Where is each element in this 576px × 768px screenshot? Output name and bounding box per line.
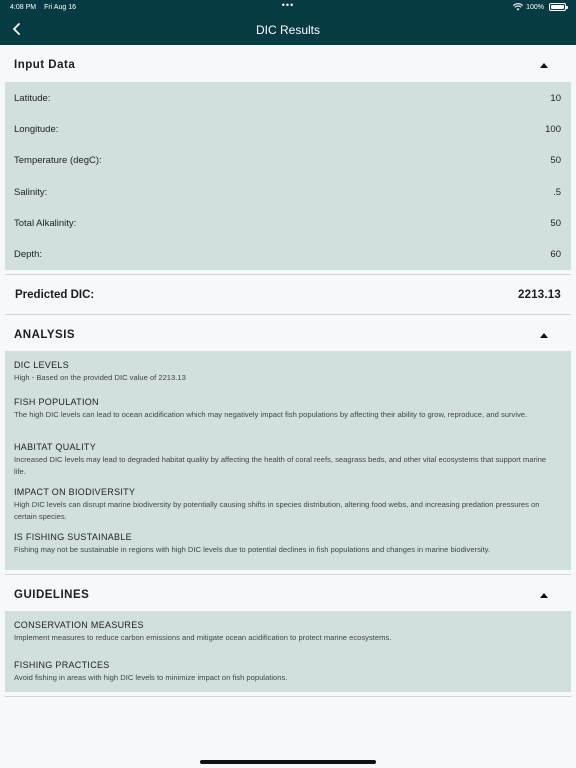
analysis-heading: ANALYSIS [14,329,76,341]
multitasking-dots[interactable]: ••• [281,0,295,10]
analysis-item-text: High - Based on the provided DIC value of 2213.13 [14,373,186,382]
guidelines-heading: GUIDELINES [14,589,90,601]
analysis-item-text: High DIC levels can disrupt marine biodiversity by potentially causing shifts in species distribution, altering food webs, and increasing predation pressures on certain species. [14,500,540,521]
guideline-item-title: FISHING PRACTICES [14,660,110,670]
collapse-caret-icon[interactable] [540,63,548,68]
guideline-item-fishing-practices [14,660,557,684]
analysis-item-title: DIC LEVELS [14,360,70,370]
input-value: 50 [550,154,561,166]
input-value: 60 [550,248,561,260]
input-label: Temperature (degC): [14,154,102,166]
analysis-panel [5,351,571,570]
battery-icon [549,3,566,11]
input-value: 100 [545,123,561,135]
chevron-left-icon[interactable] [10,22,24,36]
home-indicator[interactable] [200,760,376,764]
guidelines-panel [5,611,571,692]
page-title: DIC Results [255,22,320,37]
predicted-dic-row [0,276,576,314]
analysis-item-text: The high DIC levels can lead to ocean acidification which may negatively impact fish populations by affecting their ability to grow, reproduce, and survive. [14,410,528,419]
analysis-item-title: FISH POPULATION [14,397,99,407]
analysis-item-habitat-quality [14,442,557,477]
input-label: Latitude: [14,92,51,104]
analysis-header[interactable] [0,317,576,353]
input-row-salinity [14,184,561,200]
analysis-item-is-fishing-sustainable [14,532,557,556]
input-data-heading: Input Data [14,59,76,71]
guideline-item-conservation-measures [14,620,557,644]
analysis-item-title: HABITAT QUALITY [14,442,97,452]
input-value: .5 [553,186,561,198]
guideline-item-text: Avoid fishing in areas with high DIC levels to minimize impact on fish populations. [14,673,288,682]
collapse-caret-icon[interactable] [540,593,548,598]
input-row-depth [14,246,561,262]
input-label: Salinity: [14,186,48,198]
status-time: 4:08 PM [10,3,37,11]
input-row-longitude [14,121,561,137]
wifi-icon [513,3,523,11]
divider [5,696,571,697]
predicted-value: 2213.13 [518,289,561,301]
divider [5,574,571,575]
input-label: Total Alkalinity: [14,217,77,229]
guideline-item-text: Implement measures to reduce carbon emissions and mitigate ocean acidification to protect marine ecosystems. [14,633,392,642]
status-bar [0,0,576,14]
guideline-item-title: CONSERVATION MEASURES [14,620,144,630]
input-row-total-alkalinity [14,215,561,231]
analysis-item-text: Fishing may not be sustainable in regions with high DIC levels due to potential declines in fish populations and changes in marine biodiversity. [14,545,491,554]
predicted-label: Predicted DIC: [15,289,95,301]
input-data-header[interactable] [0,47,576,83]
divider [5,314,571,315]
input-label: Depth: [14,248,42,260]
input-label: Longitude: [14,123,59,135]
divider [5,274,571,275]
navigation-bar [0,14,576,45]
input-row-temperature [14,152,561,168]
input-value: 10 [550,92,561,104]
analysis-item-text: Increased DIC levels may lead to degraded habitat quality by affecting the health of coral reefs, seagrass beds, and other vital ecosystems that support marine life. [14,455,547,476]
input-row-latitude [14,90,561,106]
input-value: 50 [550,217,561,229]
input-data-panel [5,82,571,270]
analysis-item-title: IMPACT ON BIODIVERSITY [14,487,136,497]
analysis-item-fish-population [14,397,557,421]
analysis-item-impact-on-biodiversity [14,487,557,522]
analysis-item-title: IS FISHING SUSTAINABLE [14,532,132,542]
collapse-caret-icon[interactable] [540,333,548,338]
status-date: Fri Aug 16 [44,3,76,11]
battery-percent: 100% [526,3,544,11]
analysis-item-dic-levels [14,360,557,384]
guidelines-header[interactable] [0,577,576,613]
